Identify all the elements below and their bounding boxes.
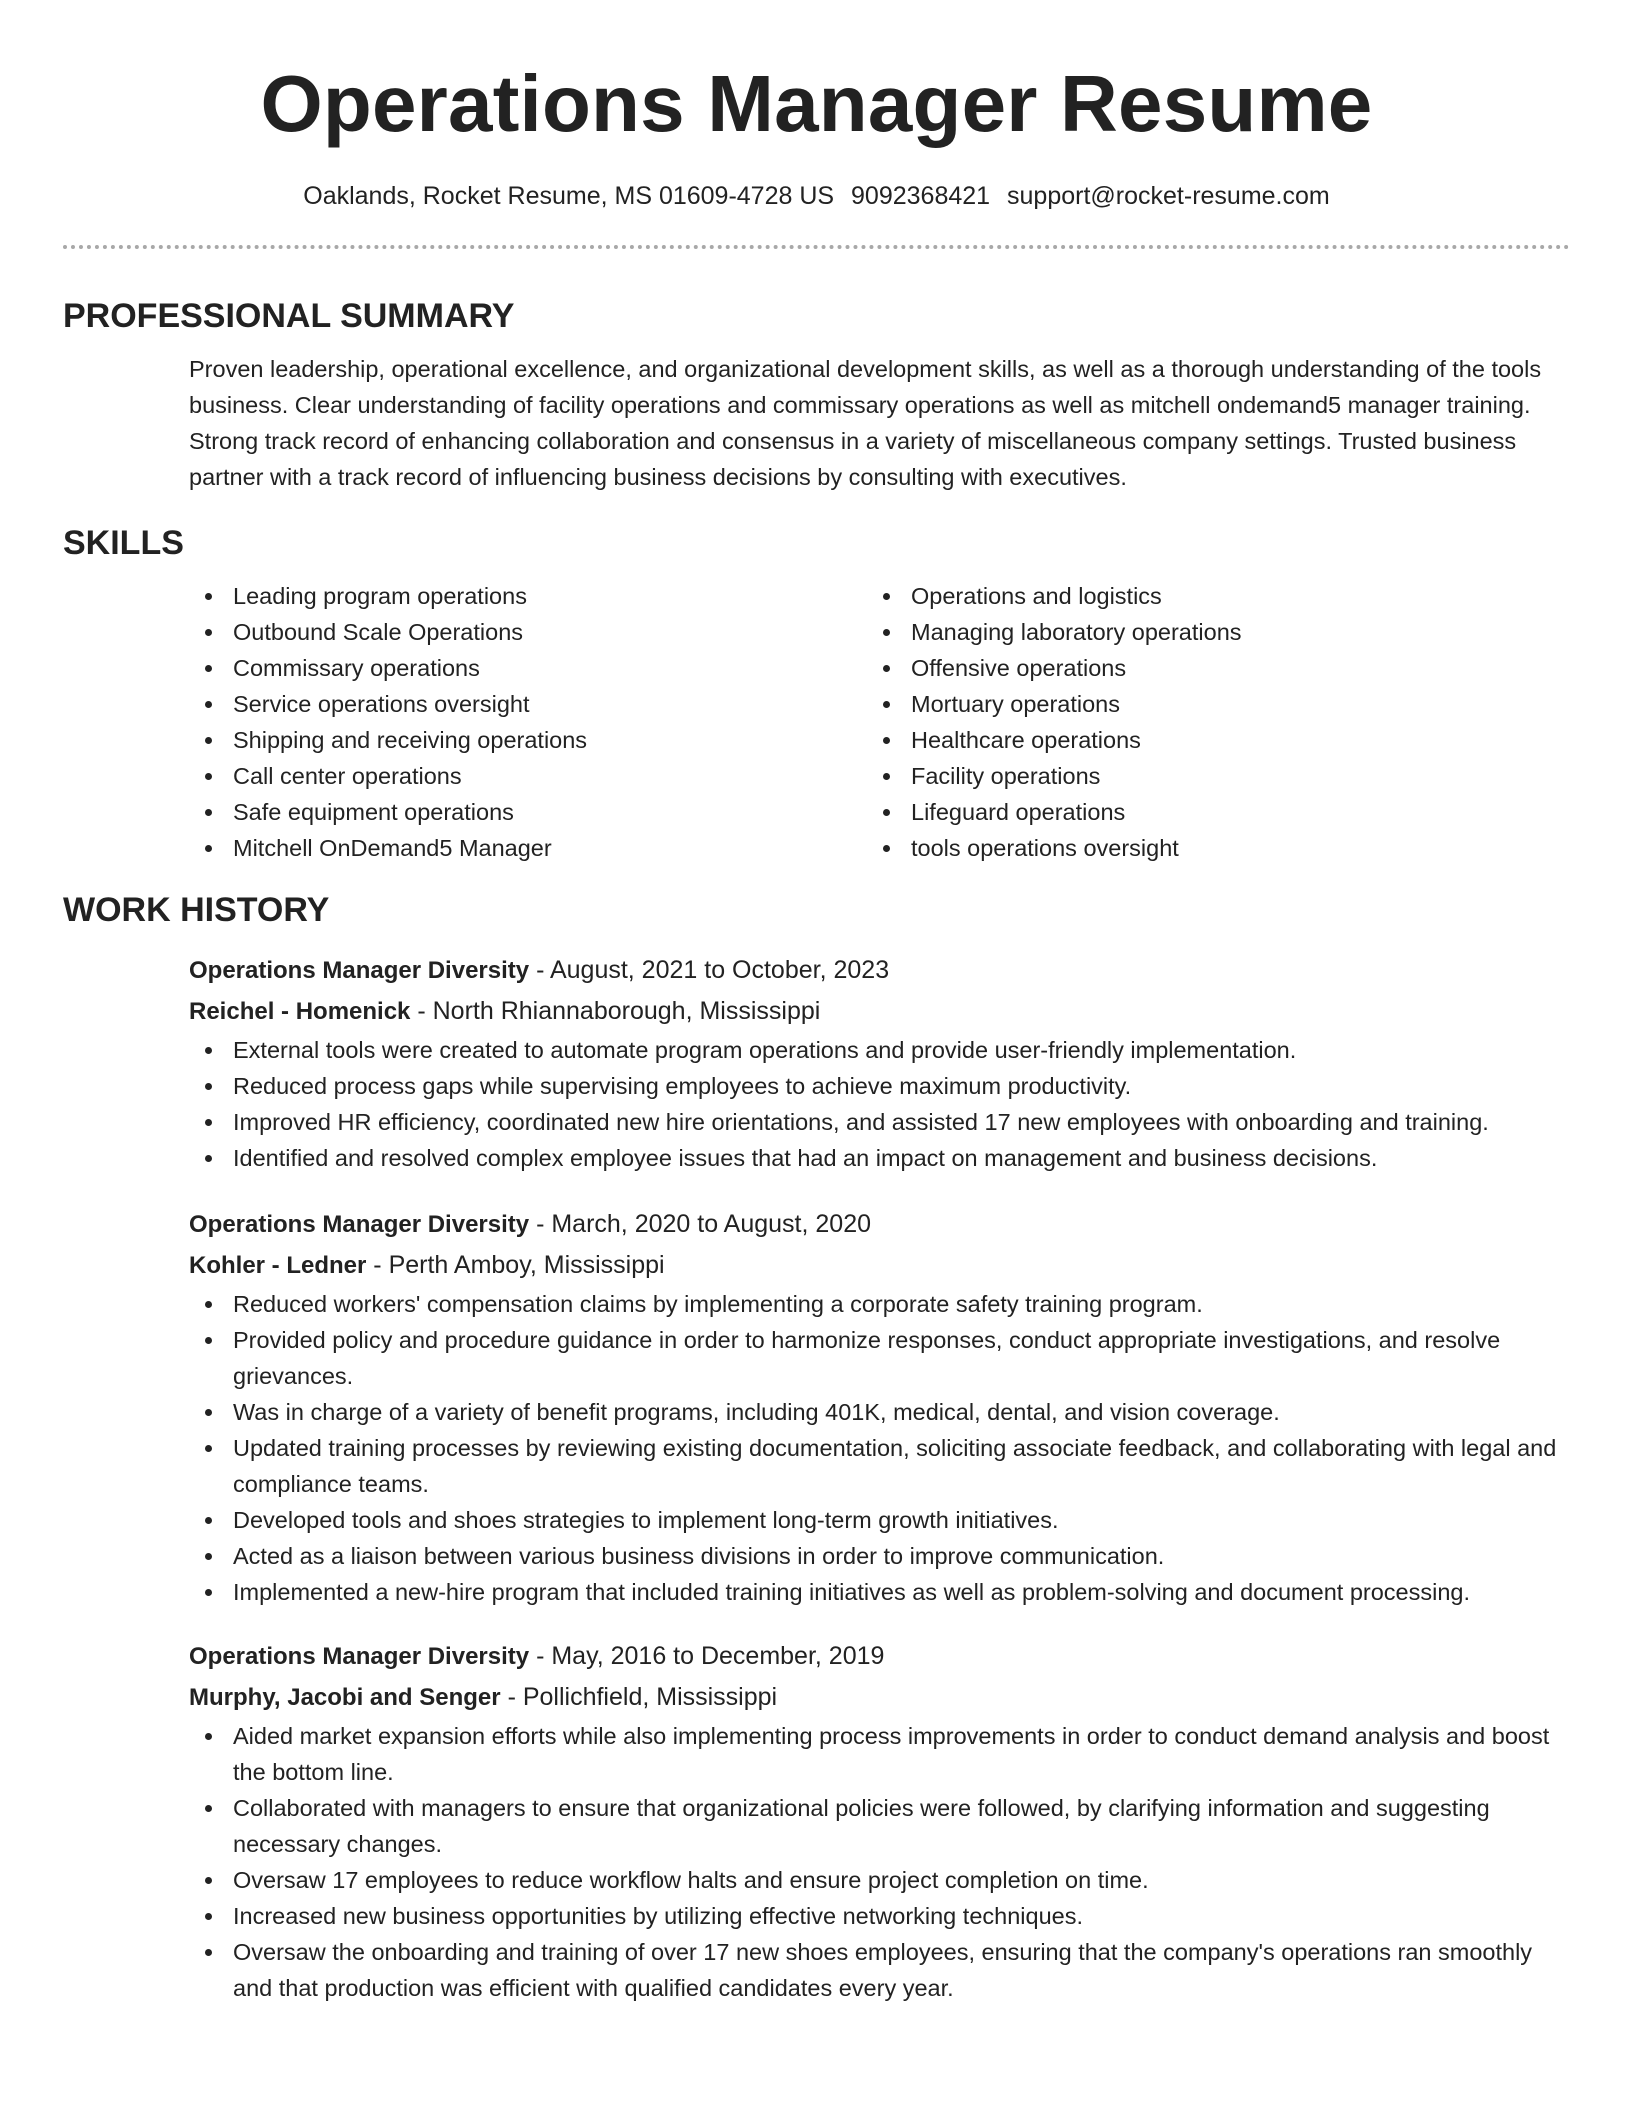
- skill-item: Shipping and receiving operations: [189, 722, 867, 758]
- skill-item: tools operations oversight: [867, 830, 1545, 866]
- skill-item: Managing laboratory operations: [867, 614, 1545, 650]
- job-bullet: Identified and resolved complex employee issues that had an impact on management and business decisions.: [189, 1140, 1570, 1176]
- job-bullet: Acted as a liaison between various business divisions in order to improve communication.: [189, 1538, 1570, 1574]
- job-bullet: External tools were created to automate program operations and provide user-friendly implementation.: [189, 1032, 1570, 1068]
- job-location: - North Rhiannaborough, Mississippi: [410, 997, 821, 1025]
- header-divider: [63, 245, 1570, 249]
- skill-item: Offensive operations: [867, 650, 1545, 686]
- job-company-line: [189, 1245, 1570, 1286]
- skills-heading: SKILLS: [63, 524, 184, 562]
- job-bullet: Collaborated with managers to ensure that organizational policies were followed, by clarifying information and suggesting necessary changes.: [189, 1790, 1570, 1862]
- job-dates: - August, 2021 to October, 2023: [529, 956, 890, 984]
- email-address: support@rocket-resume.com: [1007, 182, 1330, 210]
- job-bullet: Developed tools and shoes strategies to implement long-term growth initiatives.: [189, 1502, 1570, 1538]
- job-bullet: Provided policy and procedure guidance in order to harmonize responses, conduct appropriate investigations, and resolve grievances.: [189, 1322, 1570, 1394]
- job-dates: - May, 2016 to December, 2019: [529, 1642, 885, 1670]
- skills-column-left: [189, 578, 867, 866]
- job-title-line: [189, 950, 1570, 991]
- skill-item: Outbound Scale Operations: [189, 614, 867, 650]
- job-bullet-list: [189, 1032, 1570, 1176]
- job-bullet-list: [189, 1286, 1570, 1610]
- resume-title: Operations Manager Resume: [260, 59, 1373, 148]
- job-title-line: [189, 1636, 1570, 1677]
- skill-item: Leading program operations: [189, 578, 867, 614]
- skill-item: Safe equipment operations: [189, 794, 867, 830]
- job-entry: [189, 1204, 1570, 1610]
- company-name: Kohler - Ledner: [189, 1252, 367, 1279]
- phone-number: 9092368421: [851, 182, 991, 210]
- job-location: - Perth Amboy, Mississippi: [366, 1251, 665, 1279]
- job-company-line: [189, 1677, 1570, 1718]
- job-bullet-list: [189, 1718, 1570, 2006]
- skill-item: Facility operations: [867, 758, 1545, 794]
- skills-column-right: [867, 578, 1545, 866]
- job-bullet: Improved HR efficiency, coordinated new hire orientations, and assisted 17 new employees with onboarding and training.: [189, 1104, 1570, 1140]
- skill-item: Call center operations: [189, 758, 867, 794]
- job-entry: [189, 1636, 1570, 2006]
- company-name: Murphy, Jacobi and Senger: [189, 1684, 501, 1711]
- skill-item: Operations and logistics: [867, 578, 1545, 614]
- summary-text: Proven leadership, operational excellence, and organizational development skills, as well as a thorough understanding of the tools business. Clear understanding of facility operations and commissary operations as well as mitchell ondemand5 manager training. Strong track record of enhancing collaboration and consensus in a variety of miscellaneous company settings. Trusted business partner with a track record of influencing business decisions by consulting with executives.: [189, 356, 1542, 490]
- job-bullet: Aided market expansion efforts while also implementing process improvements in order to conduct demand analysis and boost the bottom line.: [189, 1718, 1570, 1790]
- summary-heading: PROFESSIONAL SUMMARY: [63, 297, 515, 335]
- company-name: Reichel - Homenick: [189, 998, 411, 1025]
- job-location: - Pollichfield, Mississippi: [500, 1683, 778, 1711]
- job-bullet: Was in charge of a variety of benefit programs, including 401K, medical, dental, and vision coverage.: [189, 1394, 1570, 1430]
- address: Oaklands, Rocket Resume, MS 01609-4728 US: [303, 182, 835, 210]
- skill-item: Mortuary operations: [867, 686, 1545, 722]
- skill-item: Commissary operations: [189, 650, 867, 686]
- job-bullet: Updated training processes by reviewing existing documentation, soliciting associate feedback, and collaborating with legal and compliance teams.: [189, 1430, 1570, 1502]
- job-position: Operations Manager Diversity: [189, 1211, 530, 1238]
- job-bullet: Increased new business opportunities by utilizing effective networking techniques.: [189, 1898, 1570, 1934]
- job-bullet: Oversaw 17 employees to reduce workflow halts and ensure project completion on time.: [189, 1862, 1570, 1898]
- contact-info: [63, 178, 1570, 214]
- job-company-line: [189, 991, 1570, 1032]
- skill-item: Lifeguard operations: [867, 794, 1545, 830]
- job-bullet: Implemented a new-hire program that included training initiatives as well as problem-solving and document processing.: [189, 1574, 1570, 1610]
- job-bullet: Reduced workers' compensation claims by implementing a corporate safety training program.: [189, 1286, 1570, 1322]
- job-entry: [189, 950, 1570, 1176]
- job-position: Operations Manager Diversity: [189, 1643, 530, 1670]
- skill-item: Healthcare operations: [867, 722, 1545, 758]
- job-bullet: Oversaw the onboarding and training of over 17 new shoes employees, ensuring that the company's operations ran smoothly and that production was efficient with qualified candidates every year.: [189, 1934, 1570, 2006]
- skills-list: [189, 578, 1570, 866]
- skill-item: Service operations oversight: [189, 686, 867, 722]
- job-position: Operations Manager Diversity: [189, 957, 530, 984]
- job-dates: - March, 2020 to August, 2020: [529, 1210, 872, 1238]
- job-title-line: [189, 1204, 1570, 1245]
- work-history-heading: WORK HISTORY: [63, 891, 330, 929]
- job-bullet: Reduced process gaps while supervising employees to achieve maximum productivity.: [189, 1068, 1570, 1104]
- skill-item: Mitchell OnDemand5 Manager: [189, 830, 867, 866]
